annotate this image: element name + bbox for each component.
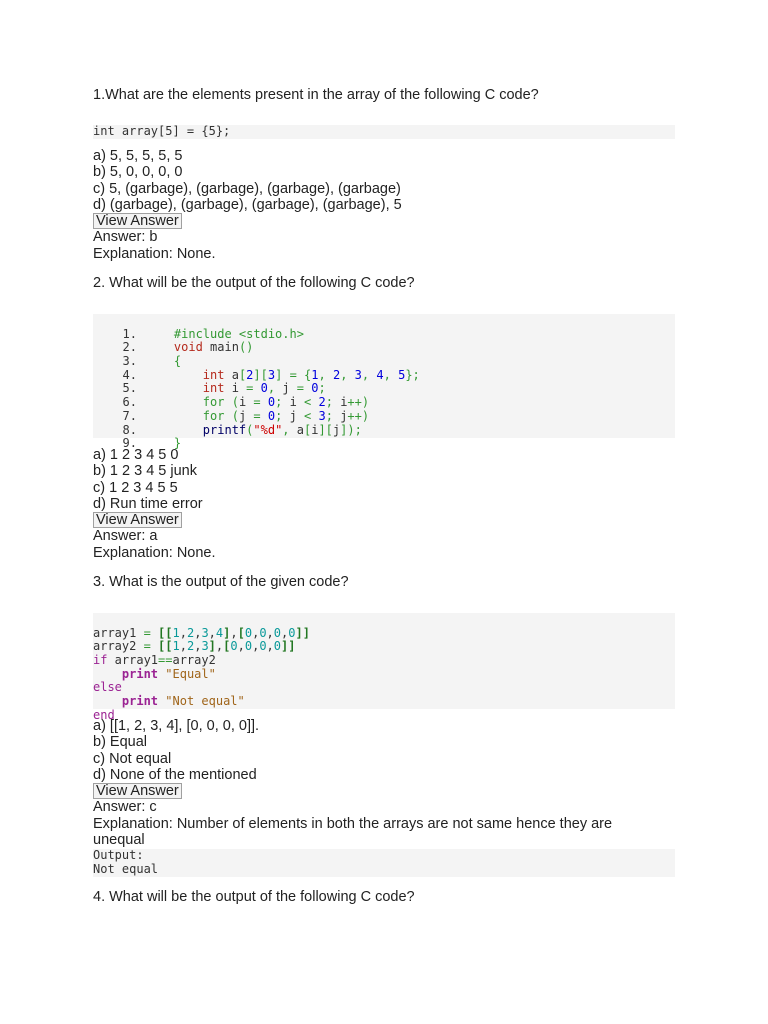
option-d: d) None of the mentioned [93,766,257,783]
question-1-options [93,148,402,262]
line-number: 7. [122,408,137,423]
view-answer-button[interactable]: View Answer [93,213,182,229]
answer-text: Answer: a [93,528,158,545]
answer-text: Answer: b [93,229,158,246]
option-b: b) Equal [93,734,148,751]
option-a: a) 5, 5, 5, 5, 5 [93,148,183,164]
explanation-text-line-1: Explanation: Number of elements in both the arrays are not same hence they are [93,815,613,832]
option-c: c) 5, (garbage), (garbage), (garbage), (garbage) [93,180,401,197]
question-3-code: array1 = [[1,2,3,4],[0,0,0,0]] array2 = [[1,2,3],[0,0,0,0]] if array1==array2 print "Equal" else print "Not equal" end [93,613,675,709]
line-number: 3. [122,354,137,369]
option-b: b) 1 2 3 4 5 junk [93,463,197,480]
question-1-title: 1.What are the elements present in the array of the following C code? [93,87,539,103]
line-number: 9. [122,436,137,451]
line-number: 8. [122,422,137,437]
question-3-output [93,849,675,877]
view-answer-button[interactable]: View Answer [93,783,182,799]
explanation-text-line-2: unequal [93,832,145,849]
question-2-options [93,447,216,561]
question-1-code-line: int array[5] = {5}; [93,124,231,138]
question-1-code [93,125,675,139]
question-2-code: 1. #include <stdio.h> 2. void main() 3. { 4. int a[2][3] = {1, 2, 3, 4, 5}; 5. int i = 0, j = 0; 6. for (i = 0; i < 2; i++) 7. for (j = 0; j < 3; j++) 8. printf("%d", a[i][j]); 9. } [93,314,675,438]
option-d: d) (garbage), (garbage), (garbage), (garbage), 5 [93,196,402,213]
output-label: Output: [93,848,144,862]
option-c: c) 1 2 3 4 5 5 [93,479,178,496]
output-value: Not equal [93,861,159,876]
question-3-title: 3. What is the output of the given code? [93,574,349,590]
line-number: 4. [122,367,137,382]
line-number: 6. [122,395,137,410]
option-d: d) Run time error [93,495,203,512]
line-number: 1. [122,326,137,341]
option-a: a) 1 2 3 4 5 0 [93,447,179,463]
question-2-title: 2. What will be the output of the following C code? [93,275,415,291]
option-b: b) 5, 0, 0, 0, 0 [93,164,183,181]
answer-text: Answer: c [93,799,157,816]
view-answer-button[interactable]: View Answer [93,512,182,528]
code-line-1: #include <stdio.h> [173,326,304,341]
explanation-text: Explanation: None. [93,544,216,561]
line-number: 5. [122,381,137,396]
question-3-options [93,718,612,848]
option-a: a) [[1, 2, 3, 4], [0, 0, 0, 0]]. [93,718,260,734]
question-4-title: 4. What will be the output of the following C code? [93,889,415,905]
explanation-text: Explanation: None. [93,245,216,262]
line-number: 2. [122,340,137,355]
option-c: c) Not equal [93,750,172,767]
